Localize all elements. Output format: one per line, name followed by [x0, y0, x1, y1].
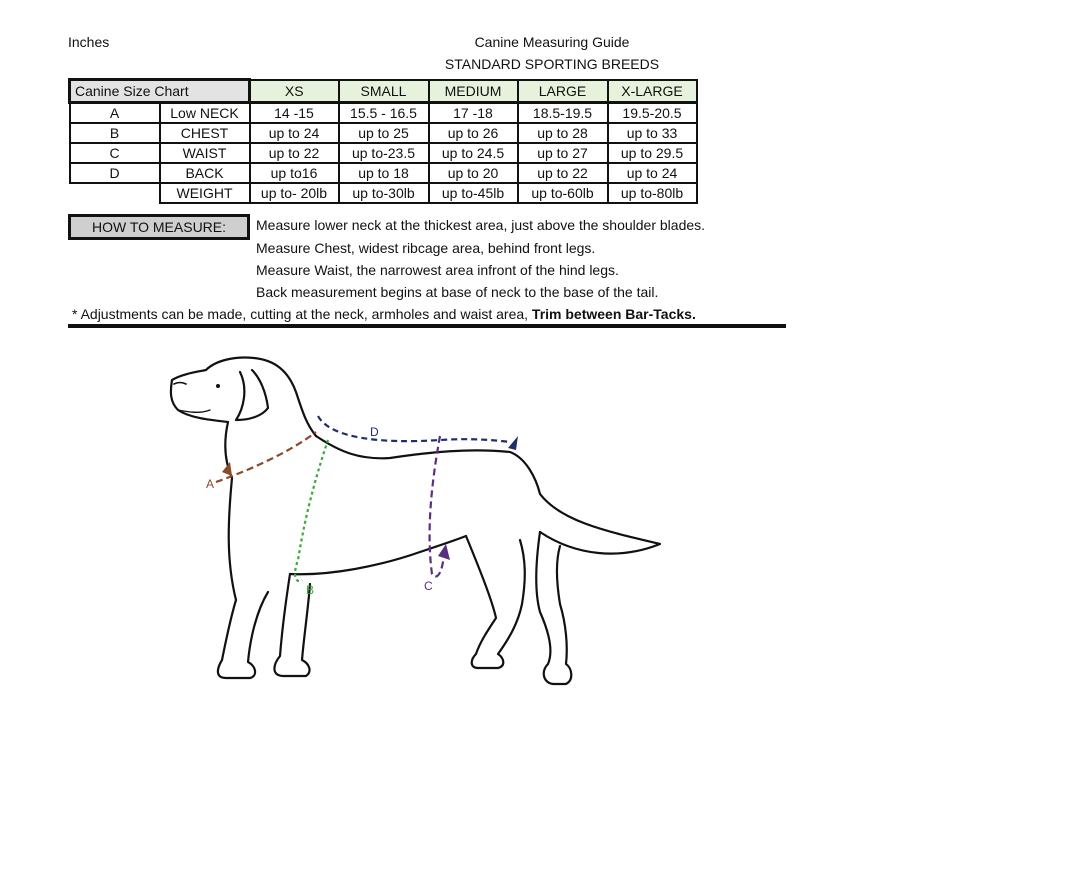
table-cell: up to 33: [608, 123, 697, 143]
note-text: * Adjustments can be made, cutting at the neck, armholes and waist area,: [72, 306, 532, 322]
back-arrow: [508, 436, 518, 450]
instruction-line: Measure Waist, the narrowest area infront of the hind legs.: [256, 262, 619, 278]
table-row: [70, 143, 697, 163]
table-cell: up to 27: [518, 143, 608, 163]
page-subtitle: STANDARD SPORTING BREEDS: [444, 56, 660, 72]
label-b: B: [306, 583, 315, 597]
row-label: Low NECK: [160, 103, 250, 124]
instruction-line: Measure lower neck at the thickest area, just above the shoulder blades.: [256, 217, 706, 233]
table-row: [70, 103, 697, 124]
dog-measurement-diagram: [150, 340, 670, 700]
row-code: A: [70, 103, 160, 124]
how-to-measure-label: HOW TO MEASURE:: [68, 214, 250, 240]
table-cell: up to 28: [518, 123, 608, 143]
table-cell: up to-23.5: [339, 143, 429, 163]
table-cell: 15.5 - 16.5: [339, 103, 429, 124]
table-cell: up to 24: [250, 123, 339, 143]
row-code: D: [70, 163, 160, 183]
table-cell: up to16: [250, 163, 339, 183]
table-cell: up to- 20lb: [250, 183, 339, 203]
size-chart-table: [68, 78, 698, 204]
table-corner-label: Canine Size Chart: [70, 80, 250, 103]
instruction-line: Back measurement begins at base of neck to the base of the tail.: [256, 284, 659, 300]
table-cell: up to-30lb: [339, 183, 429, 203]
table-cell: up to-80lb: [608, 183, 697, 203]
row-code: B: [70, 123, 160, 143]
table-cell: up to 24: [608, 163, 697, 183]
table-cell: up to 26: [429, 123, 518, 143]
label-a: A: [206, 477, 215, 491]
table-row: [70, 163, 697, 183]
row-label: CHEST: [160, 123, 250, 143]
adjustment-note: [72, 305, 696, 323]
table-cell: up to-45lb: [429, 183, 518, 203]
table-cell: up to 25: [339, 123, 429, 143]
row-label: BACK: [160, 163, 250, 183]
table-cell: 17 -18: [429, 103, 518, 124]
table-cell: up to 24.5: [429, 143, 518, 163]
label-c: C: [424, 579, 433, 593]
table-cell: up to 22: [250, 143, 339, 163]
size-header: SMALL: [339, 80, 429, 103]
row-label: WAIST: [160, 143, 250, 163]
divider-rule: [68, 324, 786, 328]
row-label: WEIGHT: [160, 183, 250, 203]
size-header: XS: [250, 80, 339, 103]
table-row: [70, 123, 697, 143]
instruction-line: Measure Chest, widest ribcage area, behind front legs.: [256, 240, 596, 256]
back-measure-line: [318, 416, 510, 442]
table-cell: up to 22: [518, 163, 608, 183]
size-header: MEDIUM: [429, 80, 518, 103]
table-cell: up to 18: [339, 163, 429, 183]
dog-outline: [171, 358, 660, 685]
size-header: LARGE: [518, 80, 608, 103]
unit-label: Inches: [68, 34, 110, 50]
table-cell: up to 20: [429, 163, 518, 183]
table-cell: up to-60lb: [518, 183, 608, 203]
row-code: [70, 183, 160, 203]
table-row: [70, 183, 697, 203]
chest-measure-line: [295, 440, 328, 581]
note-bold-text: Trim between Bar-Tacks.: [531, 306, 696, 322]
table-cell: 14 -15: [250, 103, 339, 124]
table-cell: 18.5-19.5: [518, 103, 608, 124]
label-d: D: [370, 425, 379, 439]
table-cell: 19.5-20.5: [608, 103, 697, 124]
table-cell: up to 29.5: [608, 143, 697, 163]
page-title: Canine Measuring Guide: [474, 34, 630, 50]
size-header: X-LARGE: [608, 80, 697, 103]
table-header-row: [70, 80, 697, 103]
row-code: C: [70, 143, 160, 163]
